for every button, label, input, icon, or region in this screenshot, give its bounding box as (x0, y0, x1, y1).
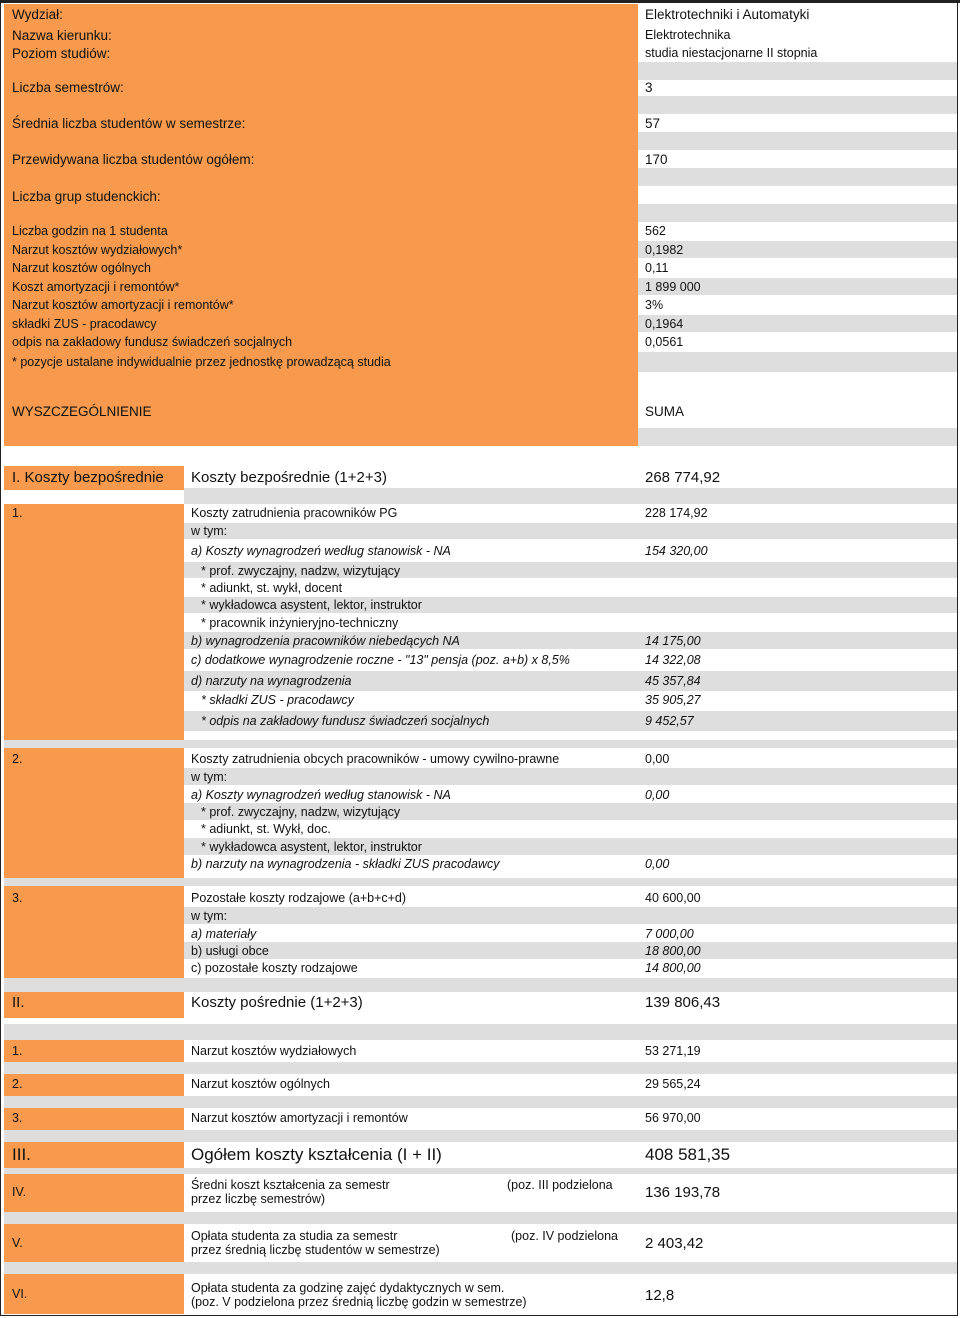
sec2-label: Koszty pośrednie (1+2+3) (191, 994, 363, 1011)
poziom-label: Poziom studiów: (12, 46, 111, 61)
sec2-2-num-cell (4, 1074, 184, 1096)
sec1-label: Koszty bezpośrednie (1+2+3) (191, 469, 387, 486)
wykladowca-label: * wykładowca asystent, lektor, instruktor (201, 598, 422, 612)
sec1-2a-value: 0,00 (645, 788, 670, 802)
narzut-ogolne-label: Narzut kosztów ogólnych (12, 261, 151, 275)
pracownik-label: * pracownik inżynieryjno-techniczny (201, 616, 399, 630)
sec1-3a-label: a) materiały (191, 927, 257, 941)
sec1-1a-label: a) Koszty wynagrodzeń według stanowisk - NA (191, 544, 451, 558)
spacer-band (4, 1062, 958, 1074)
sec3-label: Ogółem koszty kształcenia (I + II) (191, 1145, 442, 1164)
sec1-1b-label: b) wynagrodzenia pracowników niebedących NA (191, 634, 460, 648)
spacer-band (4, 1262, 958, 1274)
sec2-2-num: 2. (12, 1077, 23, 1091)
param-band (638, 428, 958, 446)
sec6-num-cell (4, 1274, 184, 1314)
sec1-1a-value: 154 320,00 (645, 544, 708, 558)
sec4-label-line2: przez liczbę semestrów) (191, 1192, 326, 1206)
semestry-value: 3 (645, 80, 653, 95)
adiunkt-label: * adiunkt, st. wykł, docent (201, 581, 343, 595)
sec1-3-value: 40 600,00 (645, 891, 701, 905)
sec4-value: 136 193,78 (645, 1184, 721, 1201)
sec4-label-line1: Średni koszt kształcenia za semestr (191, 1178, 390, 1192)
odpis-value: 0,0561 (645, 335, 684, 349)
footnote: * pozycje ustalane indywidualnie przez jednostkę prowadzącą studia (12, 355, 391, 369)
spacer-band (4, 1130, 958, 1142)
sec2-1-value: 53 271,19 (645, 1044, 701, 1058)
sec1-1d1-label: * składki ZUS - pracodawcy (201, 693, 354, 707)
sec2-1-num: 1. (12, 1044, 23, 1058)
sec2-value: 139 806,43 (645, 994, 721, 1011)
sec1-1-value: 228 174,92 (645, 506, 708, 520)
srednia-label: Średnia liczba studentów w semestrze: (12, 116, 246, 131)
spacer-band (4, 1096, 958, 1108)
prof-label: * prof. zwyczajny, nadzw, wizytujący (201, 564, 401, 578)
param-band (638, 168, 958, 186)
sec1-2b-label: b) narzuty na wynagrodzenia - składki ZUS pracodawcy (191, 857, 500, 871)
param-band (638, 352, 958, 372)
row-band (184, 768, 958, 785)
sec1-1d2-label: * odpis na zakładowy fundusz świadczeń socjalnych (201, 714, 490, 728)
sec1-1c-value: 14 322,08 (645, 653, 701, 667)
row-band (184, 907, 958, 924)
sec1-3a-value: 7 000,00 (645, 927, 694, 941)
narzut-amortyzacja-value: 3% (645, 298, 664, 312)
sec1-3b-label: b) usługi obce (191, 944, 269, 958)
row-band (184, 942, 958, 959)
amortyzacja-value: 1 899 000 (645, 280, 701, 294)
narzut-wydzialowe-label: Narzut kosztów wydziałowych* (12, 243, 183, 257)
sec2-3-label: Narzut kosztów amortyzacji i remontów (191, 1111, 408, 1125)
sec2-1-num-cell (4, 1040, 184, 1062)
amortyzacja-label: Koszt amortyzacji i remontów* (12, 280, 180, 294)
param-band (638, 204, 958, 222)
sec1-2b-value: 0,00 (645, 857, 670, 871)
sec5-label-line1: Opłata studenta za studia za semestr (191, 1229, 398, 1243)
sec5-num-cell (4, 1224, 184, 1262)
spacer-band (4, 878, 958, 886)
sec4-label-note: (poz. III podzielona (507, 1178, 613, 1192)
srednia-value: 57 (645, 116, 661, 131)
sec1-1d-value: 45 357,84 (645, 674, 701, 688)
sec2-3-value: 56 970,00 (645, 1111, 701, 1125)
top-border (0, 0, 960, 3)
param-band (638, 241, 958, 258)
sec1-1d1-value: 35 905,27 (645, 693, 701, 707)
sec1-1-num: 1. (12, 506, 23, 520)
spacer-band (4, 740, 958, 748)
sec1-3c-value: 14 800,00 (645, 961, 701, 975)
sec1-1d2-value: 9 452,57 (645, 714, 694, 728)
sec1-3-label: Pozostałe koszty rodzajowe (a+b+c+d) (191, 891, 407, 905)
sec1-2-num-cell (4, 748, 184, 878)
przewidywana-value: 170 (645, 152, 668, 167)
header-gray-band (638, 62, 958, 80)
sec2-2-value: 29 565,24 (645, 1077, 701, 1091)
sec2-num: II. (12, 994, 25, 1011)
sec2-3-num: 3. (12, 1111, 23, 1125)
sec1-2-prof: * prof. zwyczajny, nadzw, wizytujący (201, 805, 401, 819)
wydzial-value: Elektrotechniki i Automatyki (645, 7, 810, 22)
kierunek-label: Nazwa kierunku: (12, 28, 112, 43)
sec1-2-label: Koszty zatrudnienia obcych pracowników - umowy cywilno-prawne (191, 752, 560, 766)
sec2-num-cell (4, 992, 184, 1018)
spacer-band (4, 1212, 958, 1224)
sec5-label-line2: przez średnią liczbę studentów w semestrze) (191, 1243, 440, 1257)
sec3-num-cell (4, 1142, 184, 1168)
godziny-value: 562 (645, 224, 666, 238)
sec6-value: 12,8 (645, 1287, 675, 1304)
sec1-1-wtym: w tym: (191, 524, 228, 538)
kierunek-value: Elektrotechnika (645, 28, 731, 42)
sec1-2-num: 2. (12, 752, 23, 766)
sec1-value: 268 774,92 (645, 469, 721, 486)
sec6-label-line2: (poz. V podzielona przez średnią liczbę godzin w semestrze) (191, 1295, 527, 1309)
sec1-1-label: Koszty zatrudnienia pracowników PG (191, 506, 398, 520)
przewidywana-label: Przewidywana liczba studentów ogółem: (12, 152, 255, 167)
sec6-num: VI. (12, 1287, 28, 1301)
wydzial-label: Wydział: (12, 7, 63, 22)
sec2-3-num-cell (4, 1108, 184, 1130)
header-wyszczegolnienie: WYSZCZEGÓLNIENIE (12, 404, 152, 419)
sec1-1b-value: 14 175,00 (645, 634, 701, 648)
sec1-2-value: 0,00 (645, 752, 670, 766)
sec3-num: III. (12, 1145, 31, 1164)
sec6-label-line1: Opłata studenta za godzinę zajęć dydaktycznych w sem. (191, 1281, 505, 1295)
narzut-amortyzacja-label: Narzut kosztów amortyzacji i remontów* (12, 298, 234, 312)
semestry-label: Liczba semestrów: (12, 80, 124, 95)
sec1-1d-label: d) narzuty na wynagrodzenia (191, 674, 352, 688)
sec2-2-label: Narzut kosztów ogólnych (191, 1077, 330, 1091)
param-band (638, 315, 958, 332)
row-band (184, 488, 958, 504)
narzut-wydzialowe-value: 0,1982 (645, 243, 684, 257)
zus-value: 0,1964 (645, 317, 684, 331)
sec1-3-num-cell (4, 886, 184, 982)
godziny-label: Liczba godzin na 1 studenta (12, 224, 168, 238)
poziom-value: studia niestacjonarne II stopnia (645, 46, 818, 60)
row-band (184, 523, 958, 539)
sec2-1-label: Narzut kosztów wydziałowych (191, 1044, 357, 1058)
spacer-band (4, 978, 958, 992)
param-band (638, 132, 958, 150)
sec1-2-wtym: w tym: (191, 770, 228, 784)
sec1-3-num: 3. (12, 891, 23, 905)
sec3-value: 408 581,35 (645, 1145, 731, 1164)
param-band (638, 96, 958, 114)
sec1-3c-label: c) pozostałe koszty rodzajowe (191, 961, 358, 975)
sec4-num: IV. (12, 1185, 27, 1199)
spacer-band (4, 1024, 958, 1040)
sec1-num: I. Koszty bezpośrednie (12, 469, 164, 486)
sec5-label-note: (poz. IV podzielona (511, 1229, 619, 1243)
odpis-label: odpis na zakładowy fundusz świadczeń socjalnych (12, 335, 293, 349)
grupy-label: Liczba grup studenckich: (12, 189, 161, 204)
sec4-num-cell (4, 1174, 184, 1212)
sec5-value: 2 403,42 (645, 1235, 704, 1252)
sec1-2-wykladowca: * wykładowca asystent, lektor, instruktor (201, 840, 422, 854)
sec5-num: V. (12, 1236, 23, 1250)
header-suma: SUMA (645, 404, 685, 419)
sec1-3b-value: 18 800,00 (645, 944, 701, 958)
sec1-1-num-cell (4, 504, 184, 740)
narzut-ogolne-value: 0,11 (645, 261, 669, 275)
sec1-2-adiunkt: * adiunkt, st. Wykł, doc. (201, 822, 331, 836)
sec1-1c-label: c) dodatkowe wynagrodzenie roczne - "13" pensja (poz. a+b) x 8,5% (191, 653, 570, 667)
sec1-3-wtym: w tym: (191, 909, 228, 923)
zus-label: składki ZUS - pracodawcy (12, 317, 157, 331)
sec1-2a-label: a) Koszty wynagrodzeń według stanowisk - NA (191, 788, 451, 802)
